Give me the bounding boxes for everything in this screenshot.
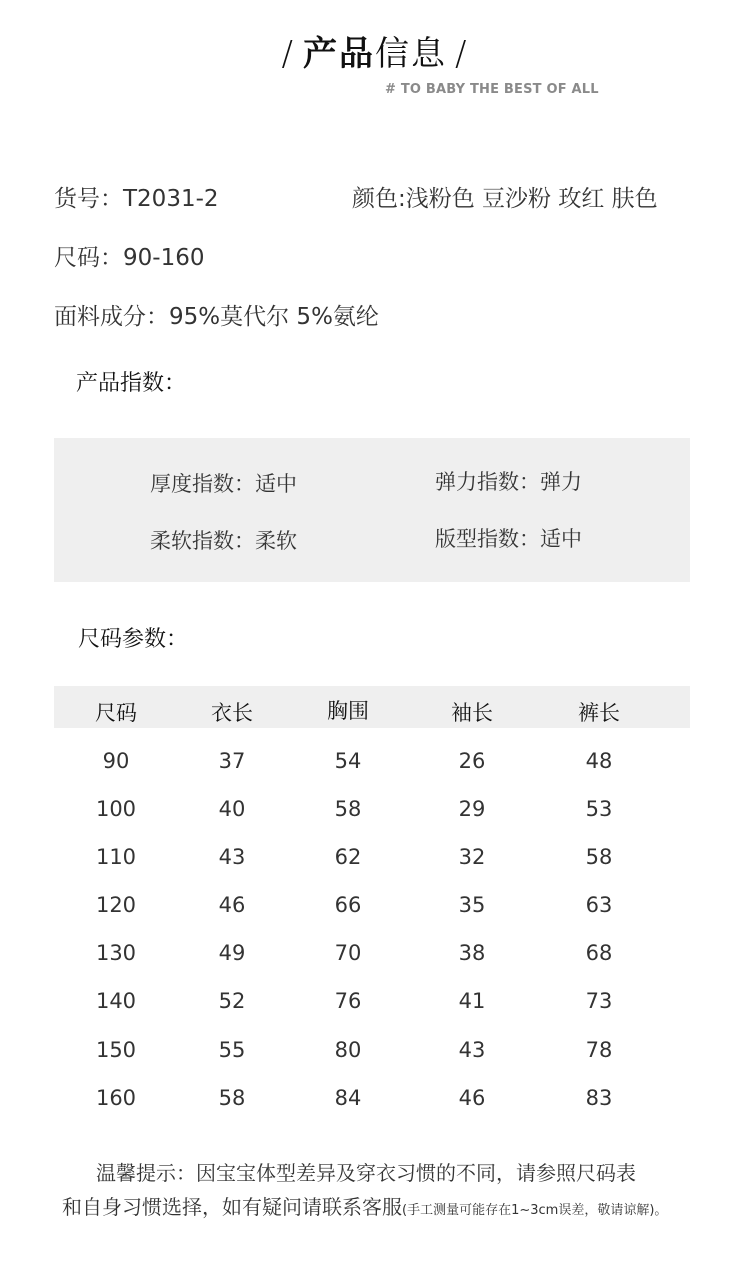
table-cell: 53	[585, 797, 613, 821]
table-cell: 35	[458, 893, 486, 917]
table-cell: 83	[585, 1086, 613, 1110]
table-cell: 58	[334, 797, 362, 821]
table-cell: 26	[458, 749, 486, 773]
table-cell: 80	[334, 1038, 362, 1062]
table-cell: 76	[334, 989, 362, 1013]
table-cell: 62	[334, 845, 362, 869]
table-cell: 49	[218, 941, 246, 965]
table-cell: 150	[95, 1038, 137, 1062]
header-pants: 裤长	[578, 701, 620, 725]
product-colors: 颜色:浅粉色 豆沙粉 玫红 肤色	[352, 186, 658, 212]
title-bold-part: 产品	[303, 34, 375, 74]
notice-line-2-main: 和自身习惯选择，如有疑问请联系客服	[62, 1195, 402, 1219]
table-cell: 66	[334, 893, 362, 917]
title-slash-right: /	[455, 34, 469, 74]
table-cell: 32	[458, 845, 486, 869]
table-cell: 120	[95, 893, 137, 917]
table-cell: 58	[585, 845, 613, 869]
table-cell: 48	[585, 749, 613, 773]
table-cell: 54	[334, 749, 362, 773]
index-section-title: 产品指数：	[76, 371, 187, 396]
header-size: 尺码	[95, 701, 137, 725]
product-sku: 货号：T2031-2	[54, 186, 219, 212]
size-section-title: 尺码参数：	[78, 627, 189, 652]
table-cell: 110	[95, 845, 137, 869]
softness-index: 柔软指数：柔软	[150, 529, 297, 553]
table-cell: 43	[218, 845, 246, 869]
table-cell: 52	[218, 989, 246, 1013]
table-cell: 41	[458, 989, 486, 1013]
title-light-part: 信息	[375, 34, 447, 74]
table-cell: 29	[458, 797, 486, 821]
table-cell: 68	[585, 941, 613, 965]
product-size-range: 尺码：90-160	[54, 245, 205, 271]
page-subtitle: # TO BABY THE BEST OF ALL	[385, 82, 599, 97]
title-slash-left: /	[281, 34, 295, 74]
header-chest: 胸围	[327, 699, 369, 723]
notice-line-1: 温馨提示：因宝宝体型差异及穿衣习惯的不同，请参照尺码表	[96, 1161, 636, 1185]
table-cell: 84	[334, 1086, 362, 1110]
thickness-index: 厚度指数：适中	[150, 472, 297, 496]
table-cell: 160	[95, 1086, 137, 1110]
elasticity-index: 弹力指数：弹力	[435, 470, 582, 494]
table-cell: 43	[458, 1038, 486, 1062]
table-cell: 130	[95, 941, 137, 965]
index-panel	[54, 438, 690, 582]
page-title	[0, 26, 750, 75]
table-cell: 37	[218, 749, 246, 773]
notice-line-2-small: (手工测量可能存在1~3cm误差，敬请谅解)。	[402, 1203, 668, 1218]
product-fabric: 面料成分：95%莫代尔 5%氨纶	[54, 304, 379, 330]
table-cell: 38	[458, 941, 486, 965]
header-length: 衣长	[211, 701, 253, 725]
table-cell: 46	[218, 893, 246, 917]
header-sleeve: 袖长	[451, 701, 493, 725]
table-cell: 63	[585, 893, 613, 917]
table-cell: 70	[334, 941, 362, 965]
table-cell: 73	[585, 989, 613, 1013]
table-cell: 140	[95, 989, 137, 1013]
notice-line-2	[62, 1191, 667, 1220]
table-cell: 40	[218, 797, 246, 821]
table-cell: 78	[585, 1038, 613, 1062]
table-cell: 58	[218, 1086, 246, 1110]
table-cell: 90	[102, 749, 130, 773]
table-cell: 46	[458, 1086, 486, 1110]
table-cell: 55	[218, 1038, 246, 1062]
fit-index: 版型指数：适中	[435, 527, 582, 551]
table-cell: 100	[95, 797, 137, 821]
